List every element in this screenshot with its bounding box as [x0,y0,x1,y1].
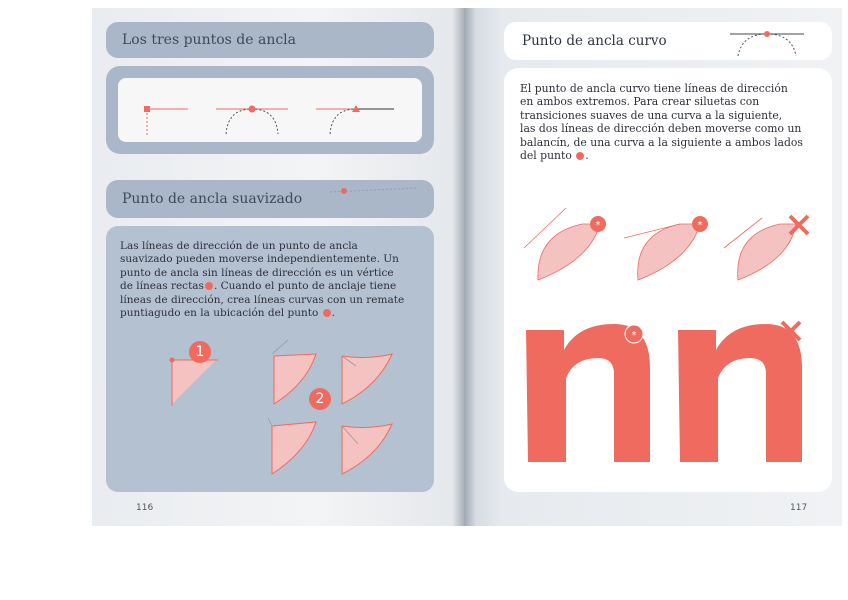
callout-number-1: 1 [189,341,211,363]
callout-badge-2 [323,309,331,317]
section-header-smooth-anchor [106,180,434,218]
mini-anchor-point [341,188,347,194]
anchor-types-illustration [118,78,422,142]
text-line: transiciones suaves de una curva a la siguiente, [520,108,783,122]
combo-path [330,109,356,134]
section-header-anchor-points [106,22,434,58]
curve-example-bad [724,216,808,280]
text-line: del punto . [520,149,589,163]
page-number-right: 117 [790,503,808,513]
curve-example-good [524,208,606,280]
section-header-curved-anchor [504,22,832,60]
anchor-types-inner [118,78,422,142]
mini-curve [738,34,796,56]
section-title: Los tres puntos de ancla [122,32,297,48]
text-fragment: de líneas rectas [120,280,204,293]
letter-n-bad [678,322,802,462]
text-line: en ambos extremos. Para crear siluetas con [520,95,760,109]
svg-text:*: * [697,220,703,231]
text-line: punto de ancla sin líneas de dirección es un vértice [120,266,394,279]
smooth-anchor-mini-illustration [316,180,426,218]
text-line: balancín, de una curva a la siguiente a ambos lados [520,135,803,149]
section-title: Punto de ancla curvo [522,33,667,49]
section-title: Punto de ancla suavizado [122,191,303,207]
curve-anchor-point [249,106,256,113]
text-line [120,280,404,293]
curve-example-good-2 [624,216,708,280]
callout-number-2: 2 [309,388,331,410]
curve-path [226,109,278,134]
svg-text:*: * [631,330,637,341]
corner-anchor [170,358,175,363]
direction-line [272,340,288,354]
smooth-shape [342,424,392,474]
smooth-anchor-diagrams [106,326,434,492]
curved-anchor-text [520,82,803,162]
callout-badge-1 [205,282,213,290]
curved-anchor-panel [504,68,832,492]
callout-badge [576,152,584,160]
smooth-shape [272,422,316,474]
text-line: El punto de ancla curvo tiene líneas de dirección [520,82,788,95]
smooth-anchor-panel [106,226,434,492]
text-line: Las líneas de dirección de un punto de ancla [120,240,358,252]
mini-anchor-point [764,31,770,37]
svg-text:*: * [595,220,601,231]
text-line: líneas de dirección, crea líneas curvas con un remate [120,293,405,306]
text-fragment: puntiagudo en la ubicación del punto [120,307,319,320]
letter-n-good [526,324,650,462]
curved-anchor-diagrams [504,198,832,492]
text-line: puntiagudo en la ubicación del punto . [120,307,335,320]
text-fragment: del punto [520,149,572,163]
corner-shape [172,360,216,404]
anchor-types-panel [106,66,434,154]
text-line: suavizado pueden moverse independientemente. Un [120,253,399,266]
text-line: las dos líneas de dirección deben moverse como un [520,122,802,136]
book-spine [452,8,476,526]
page-number-left: 116 [136,503,154,513]
curved-anchor-mini-illustration [722,22,812,60]
direction-line [268,418,272,426]
smooth-anchor-text [120,240,404,320]
text-fragment: . Cuando el punto de anclaje tiene [213,280,397,293]
